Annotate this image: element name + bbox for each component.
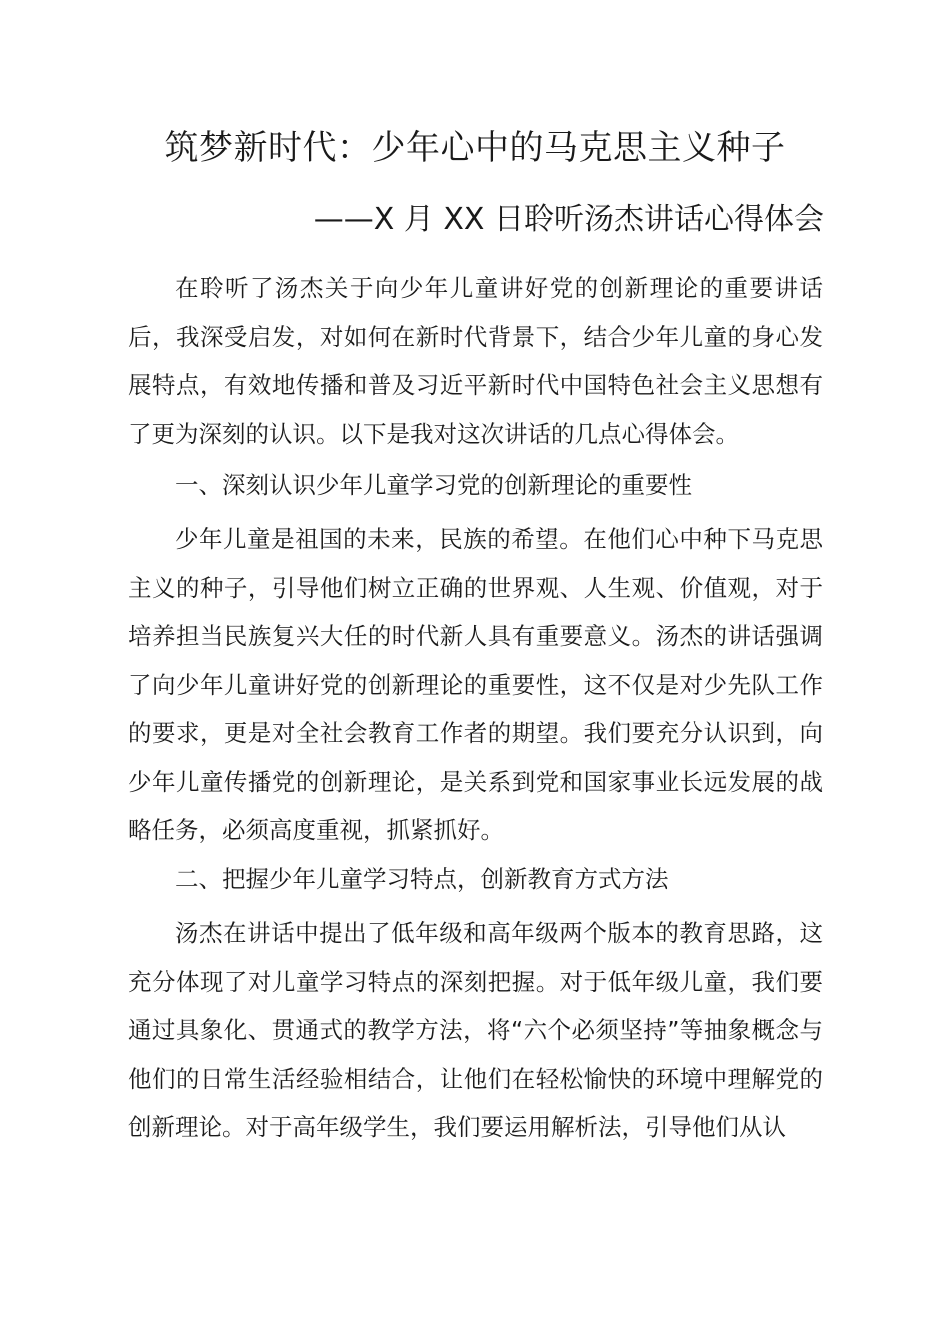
section-one-paragraph: 少年儿童是祖国的未来，民族的希望。在他们心中种下马克思主义的种子，引导他们树立正确的世界观、人生观、价值观，对于培养担当民族复兴大任的时代新人具有重要意义。汤杰的讲话强调了向少年儿童讲好党的创新理论的重要性，这不仅是对少先队工作的要求，更是对全社会教育工作者的期望。我们要充分认识到，向少年儿童传播党的创新理论，是关系到党和国家事业长远发展的战略任务，必须高度重视，抓紧抓好。 <box>128 525 823 844</box>
intro-paragraph: 在聆听了汤杰关于向少年儿童讲好党的创新理论的重要讲话后，我深受启发，对如何在新时代背景下，结合少年儿童的身心发展特点，有效地传播和普及习近平新时代中国特色社会主义思想有了更为深刻的认识。以下是我对这次讲话的几点心得体会。 <box>128 274 823 448</box>
section-two-paragraph: 汤杰在讲话中提出了低年级和高年级两个版本的教育思路，这充分体现了对儿童学习特点的深刻把握。对于低年级儿童，我们要通过具象化、贯通式的教学方法，将“六个必须坚持”等抽象概念与他们的日常生活经验相结合，让他们在轻松愉快的环境中理解党的创新理论。对于高年级学生，我们要运用解析法，引导他们从认 <box>128 919 823 1141</box>
section-heading-two: 二、把握少年儿童学习特点，创新教育方式方法 <box>175 865 669 893</box>
document-subtitle: ——X 月 XX 日聆听汤杰讲话心得体会 <box>313 202 824 237</box>
document-title: 筑梦新时代：少年心中的马克思主义种子 <box>164 128 786 168</box>
section-heading-one: 一、深刻认识少年儿童学习党的创新理论的重要性 <box>175 471 692 499</box>
